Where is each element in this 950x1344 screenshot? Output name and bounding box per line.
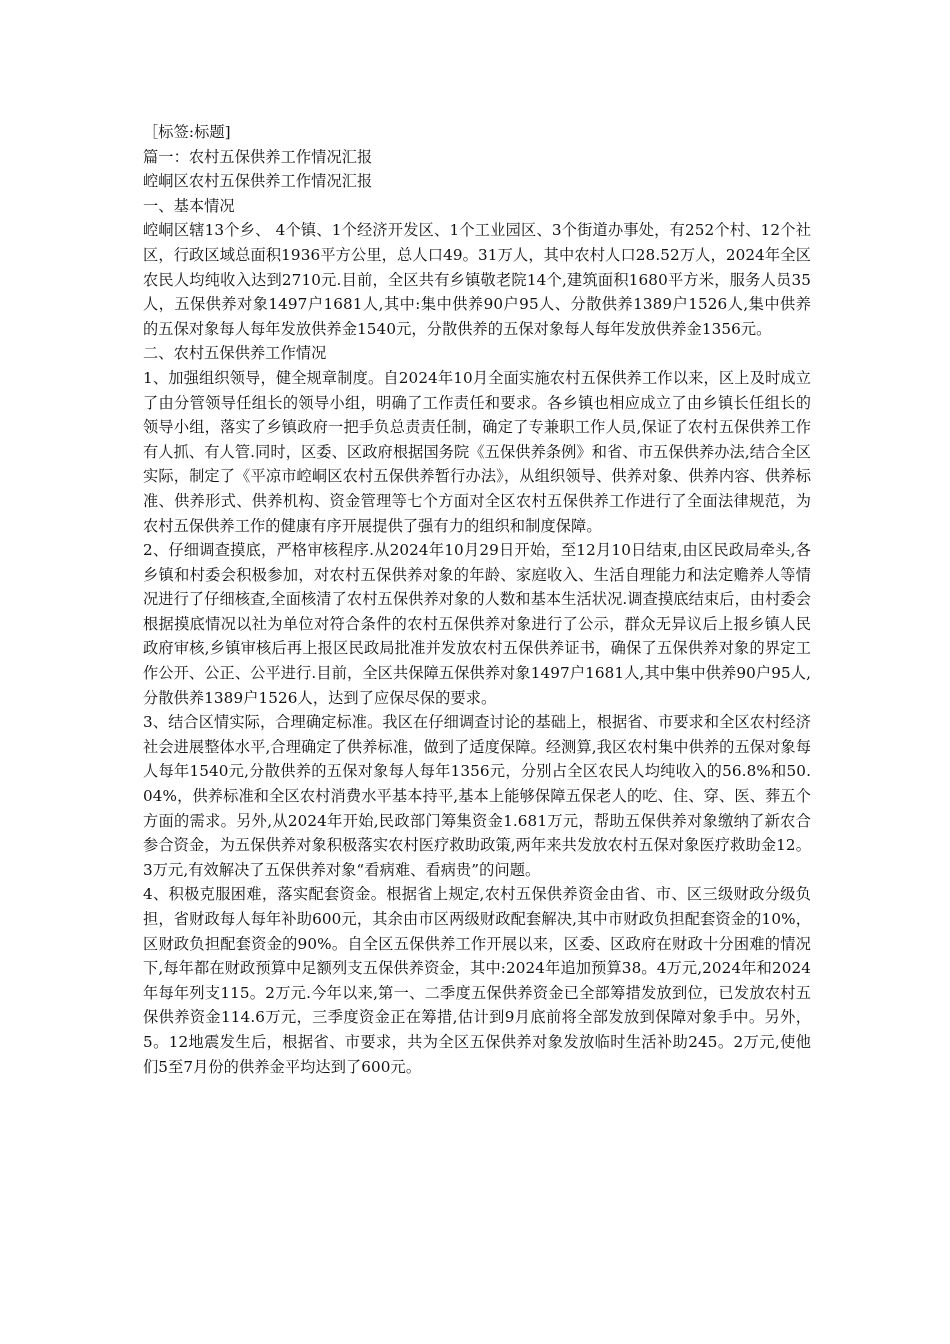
document-body [143, 120, 811, 1079]
paragraph-funding: 4、积极克服困难，落实配套资金。根据省上规定,农村五保供养资金由省、市、区三级财政分级负担，省财政每人每年补助600元，其余由市区两级财政配套解决,其中市财政负担配套资金的10%，区财政负担配套资金的90%。自全区五保供养工作开展以来，区委、区政府在财政十分困难的情况下,每年都在财政预算中足额列支五保供养资金，其中:2024年追加预算38。4万元,2024年和2024年每年列支115。2万元.今年以来,第一、二季度五保供养资金已全部筹措发放到位，已发放农村五保供养资金114.6万元，三季度资金正在筹措,估计到9月底前将全部发放到保障对象手中。另外，5。12地震发生后，根据省、市要求，共为全区五保供养对象发放临时生活补助245。2万元,使他们5至7月份的供养金平均达到了600元。 [143, 885, 811, 1076]
paragraph-investigation: 2、仔细调查摸底，严格审核程序.从2024年10月29日开始，至12月10日结束,由区民政局牵头,各乡镇和村委会积极参加，对农村五保供养对象的年龄、家庭收入、生活自理能力和法定赡养人等情况进行了仔细核查,全面核清了农村五保供养对象的人数和基本生活状况.调查摸底结束后，由村委会根据摸底情况以社为单位对符合条件的农村五保供养对象进行了公示，群众无异议后上报乡镇人民政府审核,乡镇审核后再上报区民政局批准并发放农村五保供养证书，确保了五保供养对象的界定工作公开、公正、公平进行.目前，全区共保障五保供养对象1497户1681人,其中集中供养90户95人,分散供养1389户1526人，达到了应保尽保的要求。 [143, 541, 811, 707]
report-title: 崆峒区农村五保供养工作情况汇报 [143, 172, 373, 191]
heading-work-situation: 二、农村五保供养工作情况 [143, 344, 327, 363]
tag-line: ［标签:标题] [143, 123, 231, 141]
heading-basic-situation: 一、基本情况 [143, 196, 235, 215]
paragraph-standards: 3、结合区情实际，合理确定标准。我区在仔细调查讨论的基础上，根据省、市要求和全区农村经济社会进展整体水平,合理确定了供养标准，做到了适度保障。经测算,我区农村集中供养的五保对象每人每年1540元,分散供养的五保对象每人每年1356元，分别占全区农民人均纯收入的56.8%和50.04%，供养标准和全区农村消费水平基本持平,基本上能够保障五保老人的吃、住、穿、医、葬五个方面的需求。另外,从2024年开始,民政部门筹集资金1.681万元，帮助五保供养对象缴纳了新农合参合资金，为五保供养对象积极落实农村医疗救助政策,两年来共发放农村五保对象医疗救助金12。3万元,有效解决了五保供养对象“看病难、看病贵”的问题。 [143, 713, 811, 879]
paragraph-organization: 1、加强组织领导，健全规章制度。自2024年10月全面实施农村五保供养工作以来，区上及时成立了由分管领导任组长的领导小组，明确了工作责任和要求。各乡镇也相应成立了由乡镇长任组长的领导小组，落实了乡镇政府一把手负总责责任制，确定了专兼职工作人员,保证了农村五保供养工作有人抓、有人管.同时，区委、区政府根据国务院《五保供养条例》和省、市五保供养办法,结合全区实际，制定了《平凉市崆峒区农村五保供养暂行办法》，从组织领导、供养对象、供养内容、供养标准、供养形式、供养机构、资金管理等七个方面对全区农村五保供养工作进行了全面法律规范，为农村五保供养工作的健康有序开展提供了强有力的组织和制度保障。 [143, 368, 811, 535]
paragraph-basic-situation: 崆峒区辖13个乡、 4个镇、1个经济开发区、1个工业园区、3个街道办事处，有252个村、12个社区，行政区域总面积1936平方公里，总人口49。31万人，其中农村人口28.52万人，2024年全区农民人均纯收入达到2710元.目前，全区共有乡镇敬老院14个,建筑面积1680平方米，服务人员35人，五保供养对象1497户1681人,其中:集中供养90户95人、分散供养1389户1526人,集中供养的五保对象每人每年发放供养金1540元，分散供养的五保对象每人每年发放供养金1356元。 [143, 221, 811, 338]
section-title: 篇一：农村五保供养工作情况汇报 [143, 147, 373, 166]
